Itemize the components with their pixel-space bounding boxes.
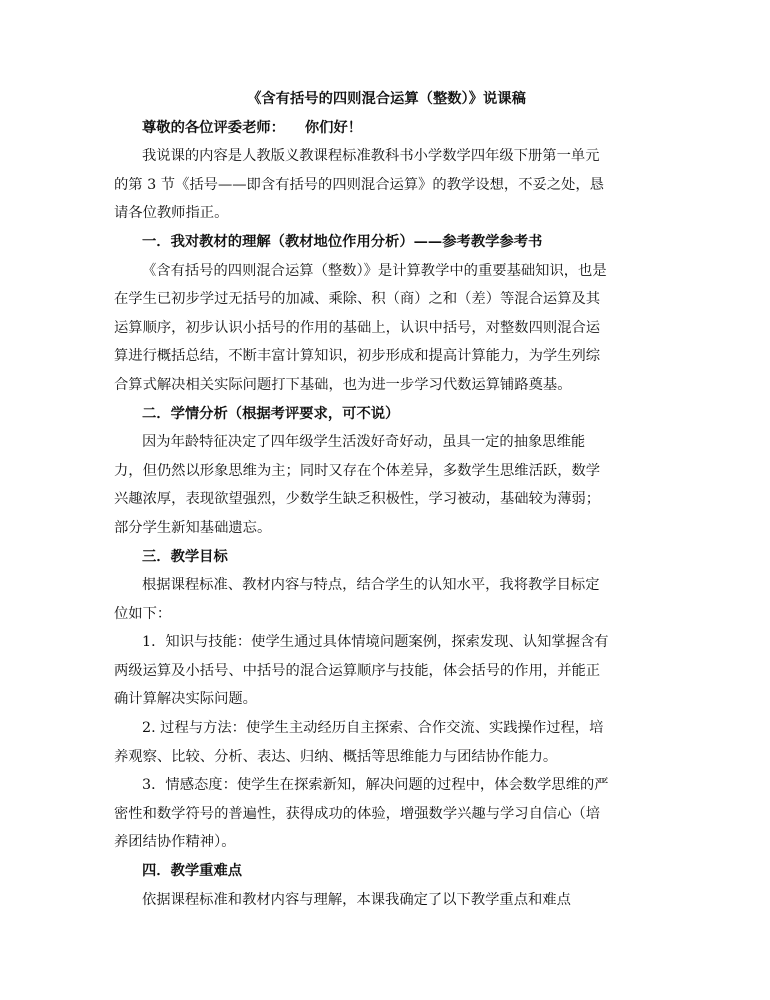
paragraph-line: 依据课程标准和教材内容与理解，本课我确定了以下教学重点和难点 xyxy=(142,891,571,908)
section-key-difficulties-paragraph xyxy=(114,886,659,915)
goal-emotional-attitude xyxy=(114,771,659,857)
paragraph-line: 两级运算及小括号、中括号的混合运算顺序与技能，体会括号的作用，并能正 xyxy=(114,662,601,679)
document-title: 《含有括号的四则混合运算（整数）》说课稿 xyxy=(247,91,526,107)
section-heading-teaching-goals: 三．教学目标 xyxy=(142,548,228,565)
intro-paragraph xyxy=(114,142,659,228)
goal-knowledge-skills xyxy=(114,628,659,714)
paragraph-line: 根据课程标准、教材内容与特点，结合学生的认知水平，我将教学目标定 xyxy=(142,577,600,594)
section-student-analysis-paragraph xyxy=(114,428,659,542)
paragraph-line: 确计算解决实际问题。 xyxy=(114,691,257,708)
paragraph-line: 合算式解决相关实际问题打下基础，也为进一步学习代数运算铺路奠基。 xyxy=(114,376,572,393)
paragraph-line: 养团结协作精神）。 xyxy=(114,834,236,851)
paragraph-line: 养观察、比较、分析、表达、归纳、概括等思维能力与团结协作能力。 xyxy=(114,748,558,765)
goal-process-methods xyxy=(114,714,659,771)
section-heading-student-analysis: 二．学情分析（根据考评要求，可不说） xyxy=(142,405,400,422)
paragraph-line: 位如下： xyxy=(114,605,172,622)
section-heading-textbook-understanding: 一．我对教材的理解（教材地位作用分析）——参考教学参考书 xyxy=(142,233,543,250)
paragraph-line: 力，但仍然以形象思维为主；同时又存在个体差异，多数学生思维活跃，数学 xyxy=(114,462,601,479)
paragraph-line: 兴趣浓厚，表现欲望强烈，少数学生缺乏积极性，学习被动，基础较为薄弱； xyxy=(114,491,601,508)
paragraph-line: 《含有括号的四则混合运算（整数）》是计算教学中的重要基础知识，也是 xyxy=(142,262,607,279)
paragraph-line: 因为年龄特征决定了四年级学生活泼好奇好动，虽具一定的抽象思维能 xyxy=(142,434,586,451)
paragraph-line: 在学生已初步学过无括号的加减、乘除、积（商）之和（差）等混合运算及其 xyxy=(114,291,601,308)
section-teaching-goals-intro xyxy=(114,571,659,628)
paragraph-line: 部分学生新知基础遗忘。 xyxy=(114,519,272,536)
paragraph-line: 请各位教师指正。 xyxy=(114,205,229,222)
paragraph-line: 算进行概括总结，不断丰富计算知识，初步形成和提高计算能力，为学生列综 xyxy=(114,348,601,365)
paragraph-line: 我说课的内容是人教版义教课程标准教科书小学数学四年级下册第一单元 xyxy=(142,148,600,165)
section-heading-key-difficulties: 四．教学重难点 xyxy=(142,863,243,880)
paragraph-line: 运算顺序，初步认识小括号的作用的基础上，认识中括号，对整数四则混合运 xyxy=(114,319,601,336)
section-textbook-understanding-paragraph xyxy=(114,257,659,400)
greeting: 尊敬的各位评委老师： 你们好！ xyxy=(142,119,363,136)
paragraph-line: 密性和数学符号的普遍性，获得成功的体验，增强数学兴趣与学习自信心（培 xyxy=(114,805,601,822)
paragraph-line: 3．情感态度：使学生在探索新知，解决问题的过程中，体会数学思维的严 xyxy=(142,777,609,794)
document-page xyxy=(114,85,659,914)
paragraph-line: 1．知识与技能：使学生通过具体情境问题案例，探索发现、认知掌握含有 xyxy=(142,634,609,651)
paragraph-line: 的第 3 节《括号——即含有括号的四则混合运算》的教学设想，不妥之处，恳 xyxy=(114,176,604,193)
paragraph-line: 2. 过程与方法：使学生主动经历自主探索、合作交流、实践操作过程，培 xyxy=(142,720,604,737)
